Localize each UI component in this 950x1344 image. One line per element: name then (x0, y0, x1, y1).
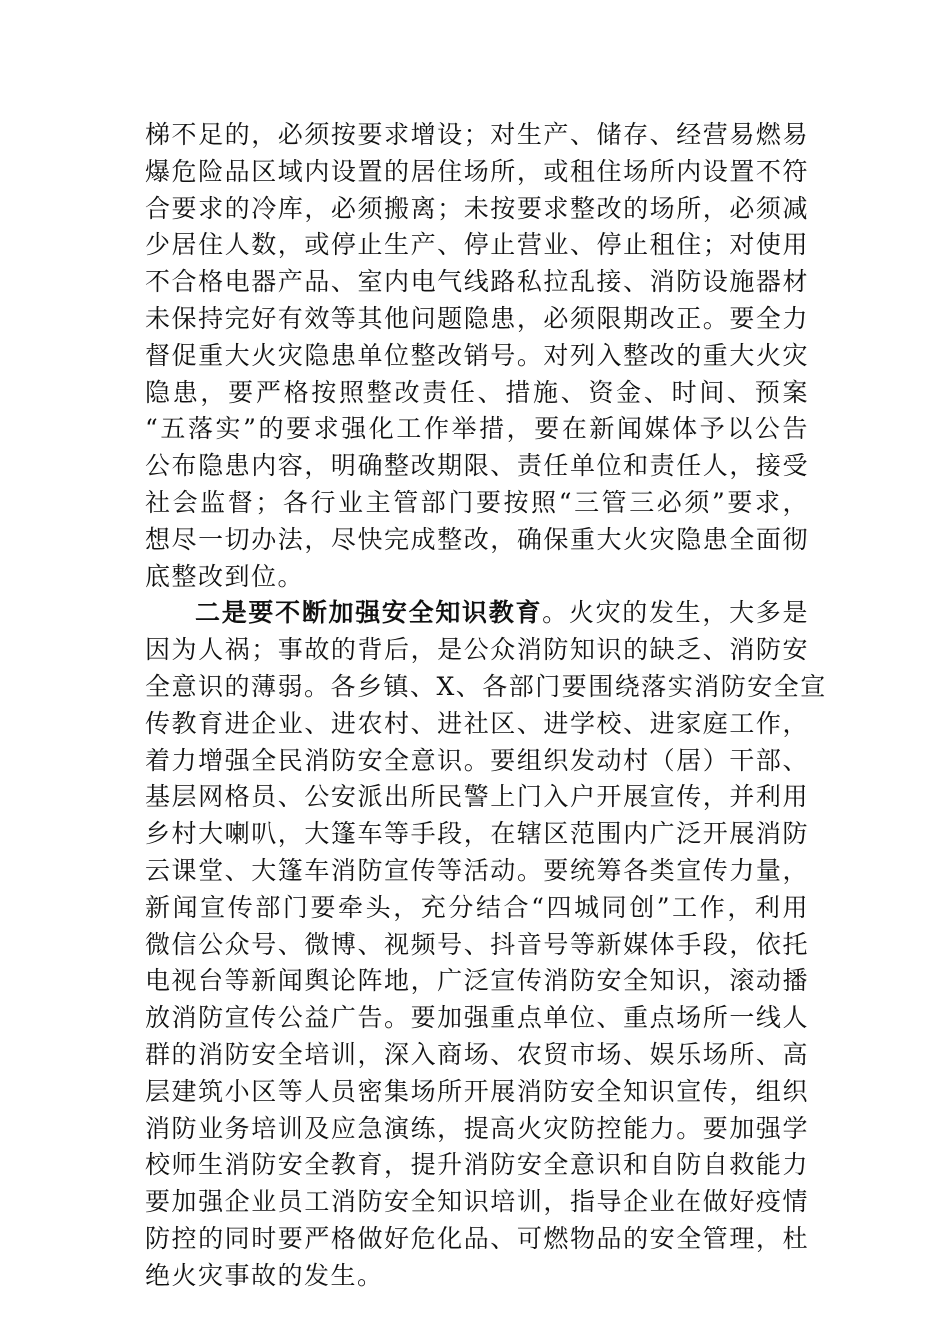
paragraph-line: 群的消防安全培训，深入商场、农贸市场、娱乐场所、高 (145, 1039, 809, 1069)
paragraph-line: 云课堂、大篷车消防宣传等活动。要统筹各类宣传力量， (145, 855, 809, 885)
paragraph-line: “五落实”的要求强化工作举措，要在新闻媒体予以公告 (145, 414, 809, 444)
paragraph-line: 传教育进企业、进农村、进社区、进学校、进家庭工作， (145, 708, 809, 738)
paragraph-line: 电视台等新闻舆论阵地，广泛宣传消防安全知识，滚动播 (145, 966, 809, 996)
paragraph-line: 校师生消防安全教育，提升消防安全意识和自防自救能力 (145, 1150, 809, 1180)
paragraph-heading: 二是要不断加强安全知识教育 (195, 598, 543, 628)
paragraph-line: 隐患，要严格按照整改责任、措施、资金、时间、预案 (145, 377, 809, 407)
paragraph-line: 层建筑小区等人员密集场所开展消防安全知识宣传，组织 (145, 1076, 809, 1106)
paragraph-line: 微信公众号、微博、视频号、抖音号等新媒体手段，依托 (145, 929, 809, 959)
paragraph-line: 新闻宣传部门要牵头，充分结合“四城同创”工作，利用 (145, 892, 809, 922)
paragraph-line: 想尽一切办法，尽快完成整改，确保重大火灾隐患全面彻 (145, 524, 809, 554)
paragraph-first-line (145, 595, 809, 632)
paragraph-line: 要加强企业员工消防安全知识培训，指导企业在做好疫情 (145, 1187, 809, 1217)
paragraph-line: 不合格电器产品、室内电气线路私拉乱接、消防设施器材 (145, 267, 809, 297)
paragraph-line: 未保持完好有效等其他问题隐患，必须限期改正。要全力 (145, 303, 809, 333)
paragraph-line: 梯不足的，必须按要求增设；对生产、储存、经营易燃易 (145, 120, 809, 149)
paragraph-line: 爆危险品区域内设置的居住场所，或租住场所内设置不符 (145, 156, 809, 186)
paragraph-first-line-text: 。火灾的发生，大多是 (542, 598, 809, 628)
paragraph-line: 因为人祸；事故的背后，是公众消防知识的缺乏、消防安 (145, 635, 809, 665)
paragraph-line: 放消防宣传公益广告。要加强重点单位、重点场所一线人 (145, 1003, 809, 1033)
paragraph-line: 督促重大火灾隐患单位整改销号。对列入整改的重大火灾 (145, 340, 809, 370)
paragraph-line: 乡村大喇叭，大篷车等手段，在辖区范围内广泛开展消防 (145, 819, 809, 849)
paragraph-line: 合要求的冷库，必须搬离；未按要求整改的场所，必须减 (145, 193, 809, 223)
paragraph-line: 绝火灾事故的发生。 (145, 1260, 384, 1290)
paragraph-line: 少居住人数，或停止生产、停止营业、停止租住；对使用 (145, 230, 809, 260)
paragraph-line: 底整改到位。 (145, 561, 305, 591)
paragraph-line: 全意识的薄弱。各乡镇、X、各部门要围绕落实消防安全宣 (145, 671, 827, 701)
document-body (145, 117, 827, 1295)
paragraph-1 (145, 117, 809, 595)
paragraph-2 (145, 595, 827, 1294)
paragraph-line: 消防业务培训及应急演练，提高火灾防控能力。要加强学 (145, 1113, 809, 1143)
paragraph-line: 着力增强全民消防安全意识。要组织发动村（居）干部、 (145, 745, 809, 775)
paragraph-line: 社会监督；各行业主管部门要按照“三管三必须”要求， (145, 487, 809, 517)
paragraph-line: 基层网格员、公安派出所民警上门入户开展宣传，并利用 (145, 782, 809, 812)
paragraph-line: 公布隐患内容，明确整改期限、责任单位和责任人，接受 (145, 451, 809, 481)
paragraph-line: 防控的同时要严格做好危化品、可燃物品的安全管理，杜 (145, 1223, 809, 1253)
